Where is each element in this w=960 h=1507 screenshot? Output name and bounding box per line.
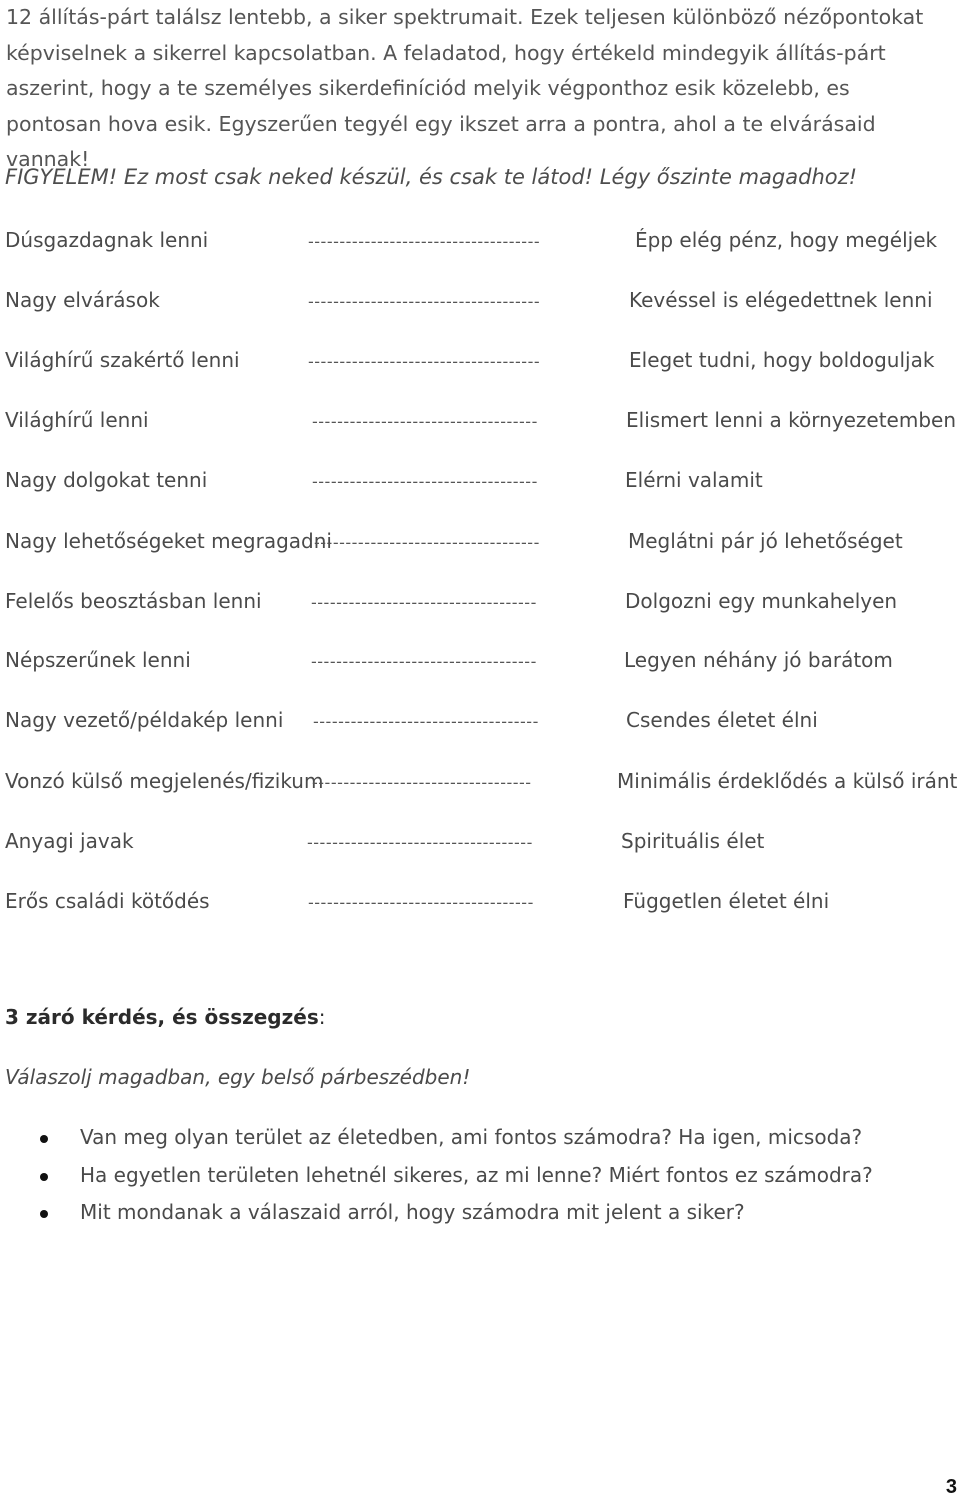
pair-left-statement: Nagy vezető/példakép lenni (5, 708, 284, 732)
pair-scale-line[interactable]: ------------------------------------- (308, 292, 541, 311)
summary-heading-colon: : (318, 1005, 326, 1029)
pair-right-statement: Minimális érdeklődés a külső iránt (617, 769, 958, 793)
pair-right-statement: Elismert lenni a környezetemben (626, 408, 957, 432)
warning-note: FIGYELEM! Ez most csak neked készül, és csak te látod! Légy őszinte magadhoz! (5, 165, 858, 189)
pair-scale-line[interactable]: ----------------------------------- (312, 773, 532, 792)
intro-paragraph: 12 állítás-párt találsz lentebb, a siker spektrumait. Ezek teljesen különböző nézőpontokat képviselnek a sikerrel kapcsolatban. A feladatod, hogy értékeld mindegyik állítás-párt aszerint, hogy a te személyes sikerdefiníciód melyik végponthoz esik közelebb, es pontosan hova esik. Egyszerűen tegyél egy ikszet arra a pontra, ahol a te elvárásaid vannak! (6, 5, 924, 171)
closing-question-text: Ha egyetlen területen lehetnél sikeres, az mi lenne? Miért fontos ez számodra? (80, 1162, 873, 1187)
spectrum-pair (5, 589, 955, 619)
pair-left-statement: Nagy dolgokat tenni (5, 468, 208, 492)
pair-left-statement: Anyagi javak (5, 829, 134, 853)
spectrum-pair (5, 228, 955, 258)
pair-right-statement: Legyen néhány jó barátom (624, 648, 893, 672)
spectrum-pair (5, 889, 955, 919)
spectrum-pair (5, 769, 958, 799)
pair-right-statement: Eleget tudni, hogy boldoguljak (629, 348, 935, 372)
spectrum-pair (5, 829, 955, 859)
pair-scale-line[interactable]: ------------------------------------ (312, 412, 538, 431)
pair-right-statement: Elérni valamit (625, 468, 763, 492)
pair-right-statement: Független életet élni (623, 889, 830, 913)
pair-left-statement: Felelős beosztásban lenni (5, 589, 262, 613)
spectrum-pair (5, 288, 955, 318)
bullet-icon (40, 1135, 48, 1143)
pair-scale-line[interactable]: ------------------------------------- (308, 232, 541, 251)
pair-left-statement: Világhírű lenni (5, 408, 149, 432)
spectrum-pair (5, 529, 955, 559)
pair-scale-line[interactable]: ------------------------------------ (308, 893, 534, 912)
page-number: 3 (945, 1476, 957, 1498)
pair-right-statement: Kevéssel is elégedettnek lenni (629, 288, 933, 312)
pair-scale-line[interactable]: ------------------------------------ (307, 833, 533, 852)
pair-left-statement: Világhírű szakértő lenni (5, 348, 240, 372)
pair-scale-line[interactable]: ------------------------------------ (311, 652, 537, 671)
pair-right-statement: Csendes életet élni (626, 708, 818, 732)
summary-instruction: Válaszolj magadban, egy belső párbeszédben! (5, 1065, 471, 1089)
pair-left-statement: Dúsgazdagnak lenni (5, 228, 209, 252)
pair-left-statement: Vonzó külső megjelenés/fizikum (5, 769, 324, 793)
spectrum-pair (5, 648, 955, 678)
pair-right-statement: Spirituális élet (621, 829, 765, 853)
pair-left-statement: Nagy elvárások (5, 288, 160, 312)
pair-right-statement: Dolgozni egy munkahelyen (625, 589, 898, 613)
pair-scale-line[interactable]: ------------------------------------ (312, 472, 538, 491)
pair-scale-line[interactable]: ------------------------------------ (313, 712, 539, 731)
spectrum-pair (5, 708, 955, 738)
pair-left-statement: Népszerűnek lenni (5, 648, 191, 672)
bullet-icon (40, 1173, 48, 1181)
pair-scale-line[interactable]: ------------------------------------ (314, 533, 540, 552)
bullet-icon (40, 1210, 48, 1218)
summary-heading (5, 1005, 325, 1029)
pair-right-statement: Épp elég pénz, hogy megéljek (635, 228, 938, 252)
spectrum-pair (5, 348, 955, 378)
spectrum-pair (5, 468, 955, 498)
pair-right-statement: Meglátni pár jó lehetőséget (628, 529, 903, 553)
spectrum-pair (5, 408, 955, 438)
pair-left-statement: Nagy lehetőségeket megragadni (5, 529, 332, 553)
summary-heading-bold: 3 záró kérdés, és összegzés (5, 1005, 319, 1029)
pair-scale-line[interactable]: ------------------------------------ (311, 593, 537, 612)
pair-left-statement: Erős családi kötődés (5, 889, 210, 913)
closing-question-text: Mit mondanak a válaszaid arról, hogy számodra mit jelent a siker? (80, 1200, 745, 1224)
closing-question-text: Van meg olyan terület az életedben, ami fontos számodra? Ha igen, micsoda? (80, 1125, 863, 1149)
pair-scale-line[interactable]: ------------------------------------- (308, 352, 541, 371)
